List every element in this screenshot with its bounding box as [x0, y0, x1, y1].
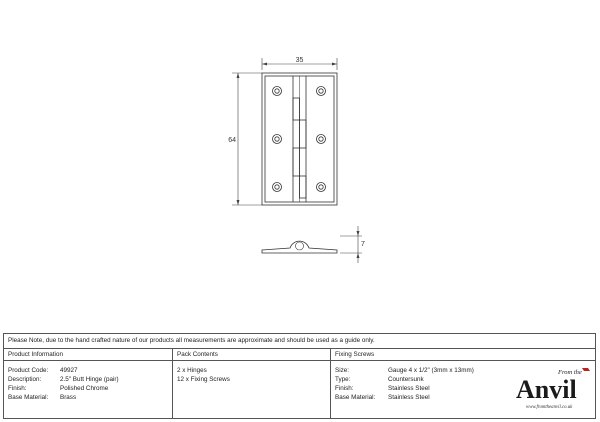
width-dimension	[262, 57, 337, 70]
thickness-dim-label: 7	[361, 241, 365, 248]
divider	[330, 348, 331, 418]
logo-brand: Anvil	[516, 375, 577, 404]
divider	[172, 348, 173, 418]
screw-finish-value: Stainless Steel	[388, 385, 430, 392]
anvil-mark-icon	[582, 368, 590, 371]
finish-label: Finish:	[8, 385, 27, 392]
product-code-label: Product Code:	[8, 367, 49, 374]
screw-size-label: Size:	[335, 367, 349, 374]
screw-size-value: Gauge 4 x 1/2" (3mm x 13mm)	[388, 367, 474, 374]
height-dim-label: 64	[228, 137, 236, 144]
description-value: 2.5" Butt Hinge (pair)	[60, 376, 119, 383]
divider	[4, 348, 595, 349]
pack-item: 2 x Hinges	[177, 367, 207, 374]
thickness-dimension	[340, 226, 365, 263]
hinge-side-view	[262, 241, 337, 253]
product-info-title: Product Information	[8, 351, 63, 358]
hinge-front-view	[262, 73, 337, 205]
screw-type-label: Type:	[335, 376, 351, 383]
fixing-screws-title: Fixing Screws	[335, 351, 375, 358]
screw-base-material-value: Stainless Steel	[388, 394, 430, 401]
screw-finish-label: Finish:	[335, 385, 354, 392]
logo-url: www.fromtheanvil.co.uk	[526, 405, 573, 410]
pack-item: 12 x Fixing Screws	[177, 376, 230, 383]
anvil-logo	[514, 364, 594, 416]
screw-base-material-label: Base Material:	[335, 394, 376, 401]
height-dimension	[228, 73, 262, 205]
spec-table	[3, 333, 596, 419]
finish-value: Polished Chrome	[60, 385, 109, 392]
screw-type-value: Countersunk	[388, 376, 424, 383]
disclaimer-note: Please Note, due to the hand crafted nature of our products all measurements are approximate and should be used as a guide only.	[8, 337, 375, 344]
pack-contents-title: Pack Contents	[177, 351, 218, 358]
product-code-value: 49927	[60, 367, 78, 374]
base-material-label: Base Material:	[8, 394, 49, 401]
base-material-value: Brass	[60, 394, 77, 401]
description-label: Description:	[8, 376, 42, 383]
width-dim-label: 35	[295, 57, 304, 64]
logo-from-the: From the	[558, 369, 582, 376]
divider	[4, 360, 595, 361]
